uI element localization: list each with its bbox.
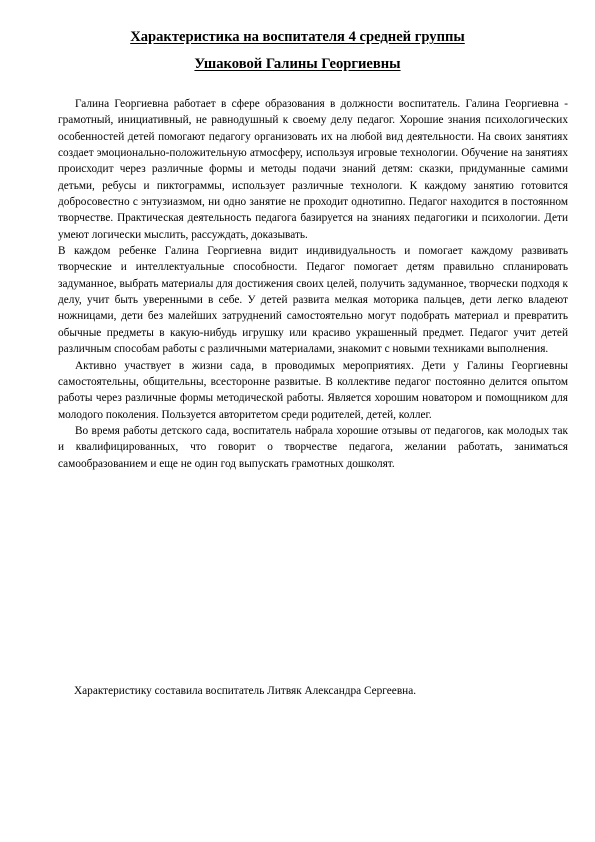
paragraph-2: В каждом ребенке Галина Георгиевна видит индивидуальность и помогает каждому развивать творческие и интеллектуальные способности. Педагог помогает детям правильно спланировать задуманное, выбрать материалы для достижения своих целей, получить задуманное, творчески подходя к делу, учит быть уверенными в себе. У детей развита мелкая моторика пальцев, дети легко владеют ножницами, дети без малейших затруднений самостоятельно могут подобрать материал и превратить обычные предметы в какую-нибудь игрушку или красиво украшенный предмет. Педагог учит детей различным способам работы с различными материалами, знакомит с новыми техниками выполнения. (58, 245, 568, 356)
paragraph-3: Активно участвует в жизни сада, в проводимых мероприятиях. Дети у Галины Георгиевны самостоятельны, общительны, всесторонне развитые. В коллективе педагог постоянно делится опытом работы через различные формы методической работы. Является хорошим новатором и помощником для молодого поколения. Пользуется авторитетом среди родителей, детей, коллег. (58, 359, 568, 421)
signature-line: Характеристику составила воспитатель Литвяк Александра Сергеевна. (74, 685, 417, 697)
paragraph-1: Галина Георгиевна работает в сфере образования в должности воспитатель. Галина Георгиевна - грамотный, инициативный, не равнодушный к своему делу педагог. Хорошие знания психологических особенностей детей помогают педагогу организовать их на любой вид деятельности. На своих занятиях создает эмоционально-положительную атмосферу, используя игровые технологии. Обучение на занятиях происходит через различные формы и методы подачи знаний детям: сказки, придуманные самими детьми, ребусы и пиктограммы, использует различные технологи. К каждому занятию готовится добросовестно с энтузиазмом, ни одно занятие не проходит однотипно. Педагог находится в постоянном творчестве. Практическая деятельность педагога базируется на знаниях педагогики и психологии. Дети умеют логически мыслить, рассуждать, доказывать. (58, 98, 568, 241)
document-title-line-2: Ушаковой Галины Георгиевны (194, 56, 401, 72)
paragraph-4: Во время работы детского сада, воспитатель набрала хорошие отзывы от педагогов, как молодых так и квалифицированных, что говорит о творчестве педагога, желании работать, заниматься самообразованием и еще не один год выпускать грамотных дошколят. (58, 424, 568, 470)
document-body (58, 96, 568, 472)
document-title-line-1: Характеристика на воспитателя 4 средней группы (130, 29, 465, 45)
